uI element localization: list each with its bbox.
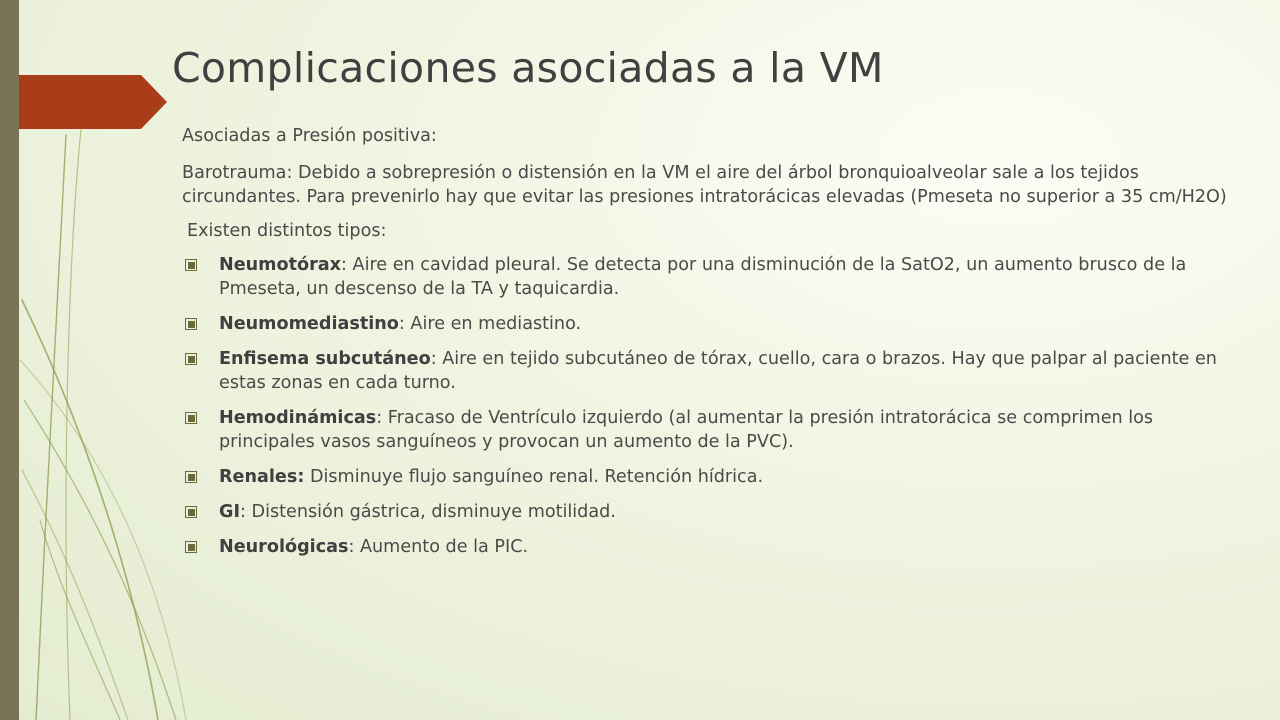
complications-list bbox=[182, 253, 1237, 559]
item-term: Neurológicas bbox=[219, 537, 349, 557]
list-item bbox=[182, 465, 1237, 489]
list-item bbox=[182, 253, 1237, 301]
item-term: Neumotórax bbox=[219, 255, 341, 275]
item-text: Aire en mediastino. bbox=[410, 314, 582, 334]
item-term: Hemodinámicas bbox=[219, 408, 377, 428]
list-item bbox=[182, 312, 1237, 336]
intro-paragraph: Asociadas a Presión positiva: bbox=[182, 126, 437, 146]
list-item bbox=[182, 347, 1237, 395]
list-item bbox=[182, 535, 1237, 559]
item-term: Enfisema subcutáneo bbox=[219, 349, 431, 369]
item-term: Neumomediastino bbox=[219, 314, 399, 334]
item-text: Disminuye flujo sanguíneo renal. Retención hídrica. bbox=[309, 467, 764, 487]
item-separator: : bbox=[240, 502, 252, 522]
types-intro-paragraph: Existen distintos tipos: bbox=[187, 221, 387, 241]
checkbox-bullet-icon bbox=[185, 506, 197, 518]
item-separator: : bbox=[376, 408, 388, 428]
barotrauma-paragraph: Barotrauma: Debido a sobrepresión o distensión en la VM el aire del árbol bronquioalveolar sale a los tejidos circundantes. Para prevenirlo hay que evitar las presiones intratorácicas elevadas (Pmeseta no superior a 35 cm/H2O) bbox=[182, 163, 1227, 207]
item-separator: : bbox=[348, 537, 360, 557]
item-text: Aire en cavidad pleural. Se detecta por una disminución de la SatO2, un aumento brusco de la Pmeseta, un descenso de la TA y taquicardia. bbox=[219, 255, 1187, 299]
checkbox-bullet-icon bbox=[185, 259, 197, 271]
checkbox-bullet-icon bbox=[185, 471, 197, 483]
list-item bbox=[182, 500, 1237, 524]
checkbox-bullet-icon bbox=[185, 541, 197, 553]
checkbox-bullet-icon bbox=[185, 353, 197, 365]
item-separator: : bbox=[430, 349, 443, 369]
item-separator: : bbox=[398, 314, 411, 334]
slide-title: Complicaciones asociadas a la VM bbox=[172, 44, 884, 92]
item-text: Distensión gástrica, disminuye motilidad. bbox=[251, 502, 616, 522]
title-arrow-tab bbox=[19, 75, 169, 129]
item-term: GI bbox=[219, 502, 240, 522]
item-text: Aumento de la PIC. bbox=[360, 537, 529, 557]
checkbox-bullet-icon bbox=[185, 412, 197, 424]
list-item bbox=[182, 406, 1237, 454]
item-text: Fracaso de Ventrículo izquierdo (al aumentar la presión intratorácica se comprimen los principales vasos sanguíneos y provocan un aumento de la PVC). bbox=[219, 408, 1154, 452]
slide-content bbox=[182, 124, 1237, 570]
item-separator: : bbox=[341, 255, 353, 275]
checkbox-bullet-icon bbox=[185, 318, 197, 330]
item-text: Aire en tejido subcutáneo de tórax, cuello, cara o brazos. Hay que palpar al paciente en estas zonas en cada turno. bbox=[219, 349, 1217, 393]
item-term: Renales: bbox=[219, 467, 305, 487]
